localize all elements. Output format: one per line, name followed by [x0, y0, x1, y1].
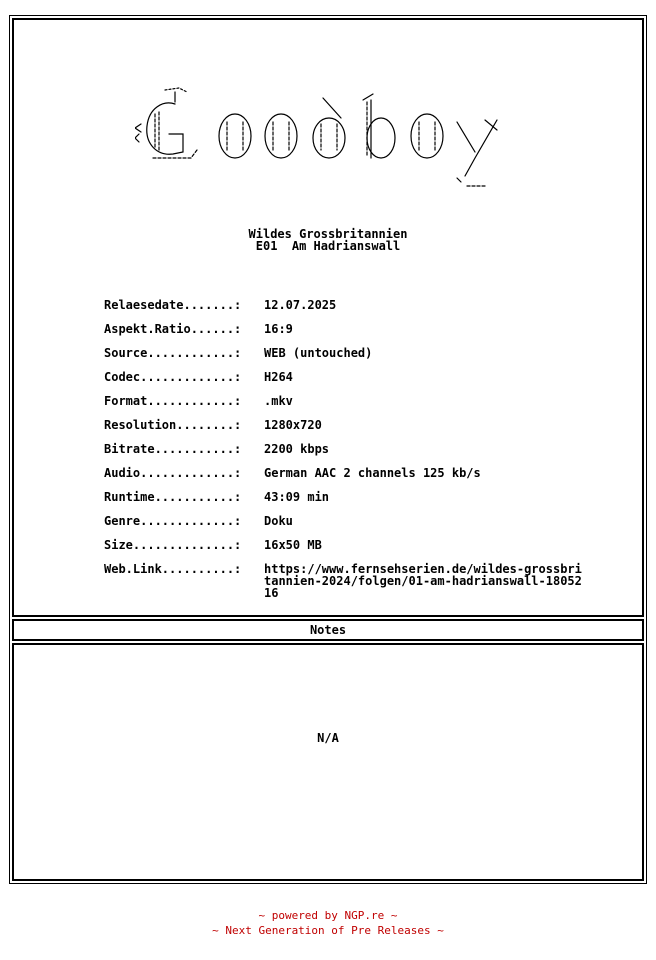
info-label: Resolution........:: [104, 418, 242, 432]
info-row-size: [104, 539, 584, 563]
info-value: .mkv: [264, 394, 293, 408]
info-value: 12.07.2025: [264, 298, 337, 312]
info-value: 2200 kbps: [264, 442, 330, 456]
info-label: Audio.............:: [104, 466, 242, 480]
info-row-format: [104, 395, 584, 419]
info-label: Genre.............:: [104, 514, 242, 528]
episode-title: E01 Am Hadrianswall: [255, 239, 401, 253]
info-label: Codec.............:: [104, 370, 242, 384]
info-row-runtime: [104, 491, 584, 515]
info-value: 43:09 min: [264, 490, 330, 504]
info-row-aspect-ratio: [104, 323, 584, 347]
info-value: H264: [264, 370, 293, 384]
weblink-value[interactable]: https://www.fernsehserien.de/wildes-grossbritannien-2024/folgen/01-am-hadrianswall-1805216: [264, 562, 582, 600]
notes-header: [12, 619, 644, 641]
footer-powered-by: ~ powered by NGP.re ~: [258, 909, 398, 922]
info-row-audio: [104, 467, 584, 491]
info-row-source: [104, 347, 584, 371]
info-row-bitrate: [104, 443, 584, 467]
info-value: German AAC 2 channels 125 kb/s: [264, 466, 481, 480]
info-label: Size..............:: [104, 538, 242, 552]
info-value: 16:9: [264, 322, 293, 336]
info-row-genre: [104, 515, 584, 539]
info-label: Source............:: [104, 346, 242, 360]
info-label: Web.Link..........:: [104, 562, 242, 576]
info-row-weblink: [104, 562, 584, 600]
info-row-releasedate: [104, 299, 584, 323]
release-title: Wildes Grossbritannien: [248, 227, 408, 241]
info-value: Doku: [264, 514, 293, 528]
footer-tagline: ~ Next Generation of Pre Releases ~: [212, 924, 444, 937]
info-row-resolution: [104, 419, 584, 443]
info-value: 16x50 MB: [264, 538, 322, 552]
info-value: 1280x720: [264, 418, 322, 432]
release-info-list: [104, 298, 584, 600]
info-label: Format............:: [104, 394, 242, 408]
info-label: Bitrate...........:: [104, 442, 242, 456]
info-label: Runtime...........:: [104, 490, 242, 504]
notes-panel: [12, 643, 644, 881]
info-value: WEB (untouched): [264, 346, 373, 360]
info-label: Aspekt.Ratio......:: [104, 322, 242, 336]
info-label: Relaesedate.......:: [104, 298, 242, 312]
ascii-art-logo: [135, 86, 507, 194]
notes-label: Notes: [309, 623, 347, 637]
notes-text: N/A: [317, 731, 339, 745]
info-row-codec: [104, 371, 584, 395]
